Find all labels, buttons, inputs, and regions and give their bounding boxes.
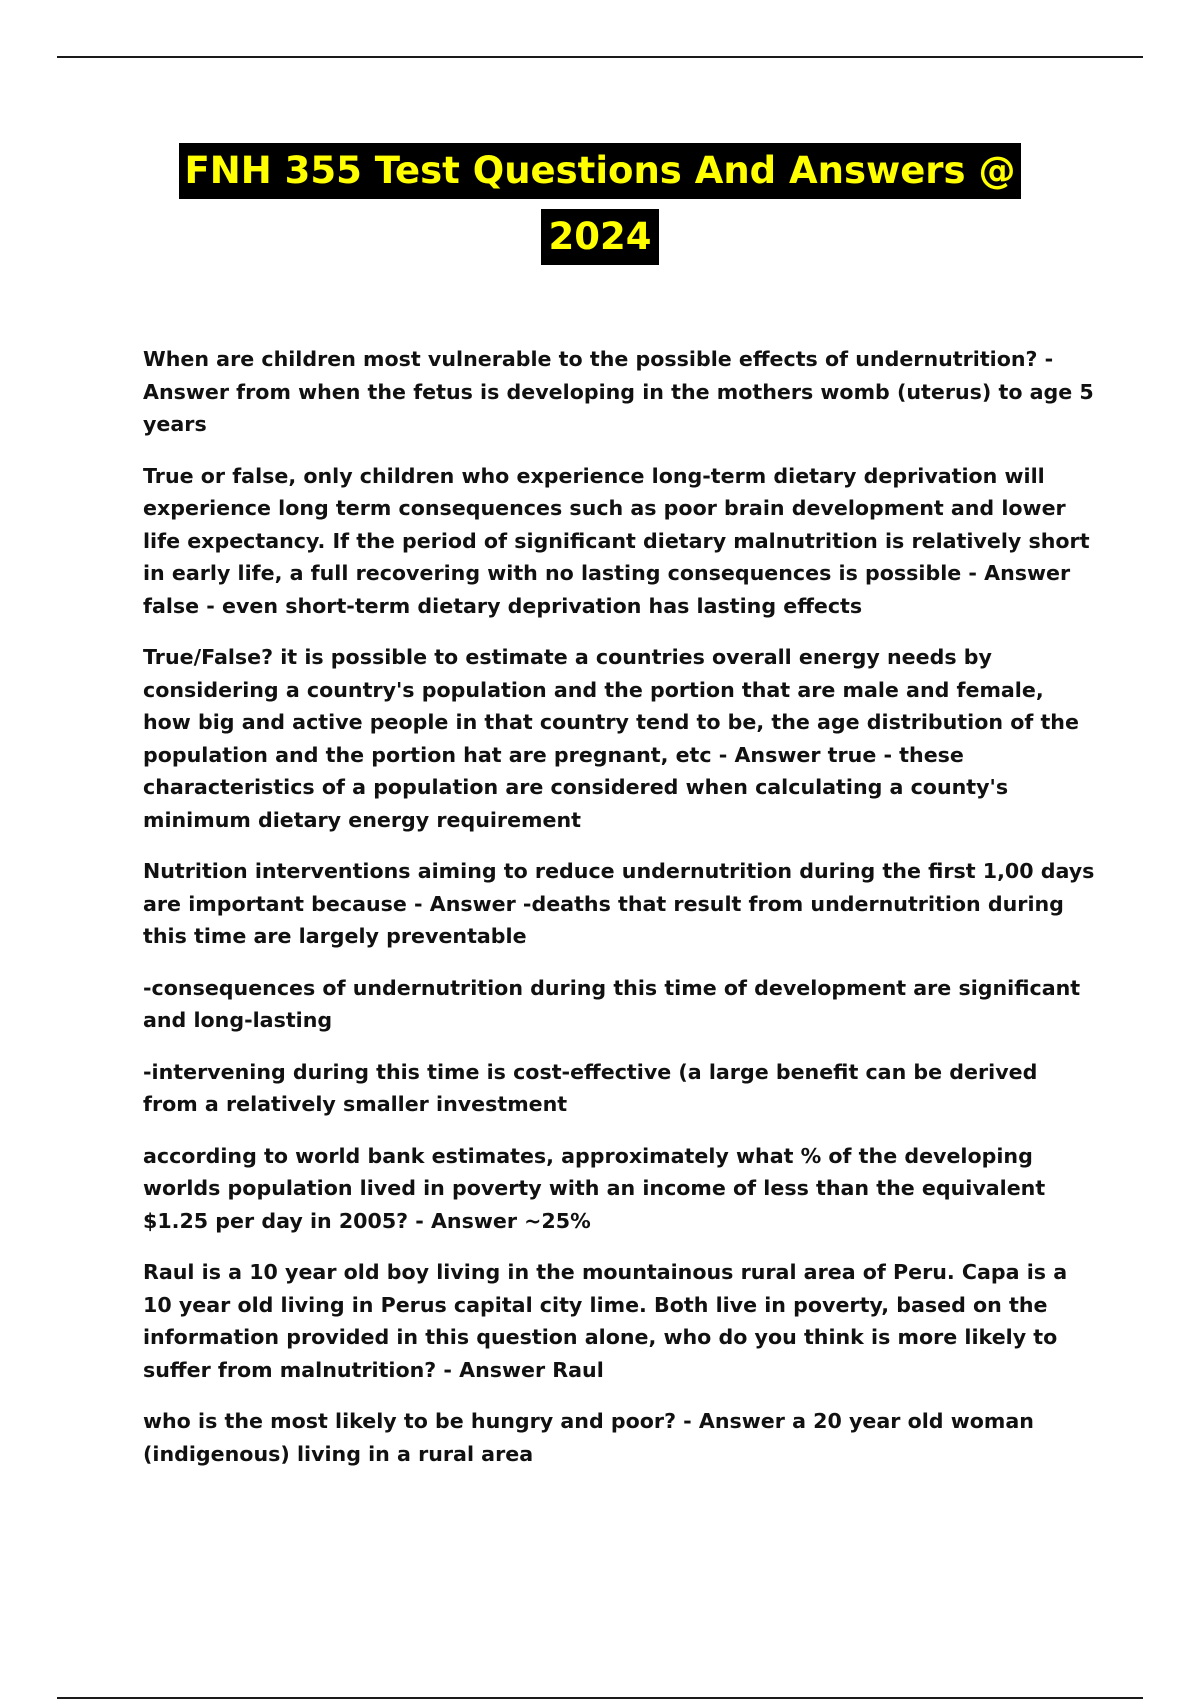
qa-paragraph: -intervening during this time is cost-effective (a large benefit can be derived from a relatively smaller investment bbox=[143, 1059, 1038, 1116]
qa-paragraph: who is the most likely to be hungry and poor? - Answer a 20 year old woman (indigenous) living in a rural area bbox=[143, 1409, 1034, 1466]
qa-paragraph: When are children most vulnerable to the possible effects of undernutrition? - Answer from when the fetus is developing in the mothers womb (uterus) to age 5 years bbox=[143, 347, 1094, 436]
qa-paragraph: Nutrition interventions aiming to reduce undernutrition during the first 1,00 days are important because - Answer -deaths that result from undernutrition during this time are largely preventable bbox=[143, 859, 1095, 948]
qa-content bbox=[143, 343, 1095, 1489]
title-line-2: 2024 bbox=[541, 209, 660, 265]
document-title bbox=[0, 143, 1200, 265]
qa-paragraph: -consequences of undernutrition during this time of development are significant and long-lasting bbox=[143, 975, 1081, 1032]
title-line-1: FNH 355 Test Questions And Answers @ bbox=[179, 143, 1022, 199]
qa-paragraph: Raul is a 10 year old boy living in the mountainous rural area of Peru. Capa is a 10 year old living in Perus capital city lime. Both live in poverty, based on the information provided in this question alone, who do you think is more likely to suffer from malnutrition? - Answer Raul bbox=[143, 1260, 1068, 1382]
bottom-rule bbox=[57, 1697, 1143, 1699]
qa-paragraph: according to world bank estimates, approximately what % of the developing worlds population lived in poverty with an income of less than the equivalent $1.25 per day in 2005? - Answer ~25% bbox=[143, 1143, 1046, 1233]
qa-paragraph: True or false, only children who experience long-term dietary deprivation will experience long term consequences such as poor brain development and lower life expectancy. If the period of significant dietary malnutrition is relatively short in early life, a full recovering with no lasting consequences is possible - Answer false - even short-term dietary deprivation has lasting effects bbox=[143, 463, 1090, 618]
qa-paragraph: True/False? it is possible to estimate a countries overall energy needs by considering a country's population and the portion that are male and female, how big and active people in that country tend to be, the age distribution of the population and the portion hat are pregnant, etc - Answer true - these characteristics of a population are considered when calculating a county's minimum dietary energy requirement bbox=[143, 645, 1079, 832]
top-rule bbox=[57, 56, 1143, 58]
